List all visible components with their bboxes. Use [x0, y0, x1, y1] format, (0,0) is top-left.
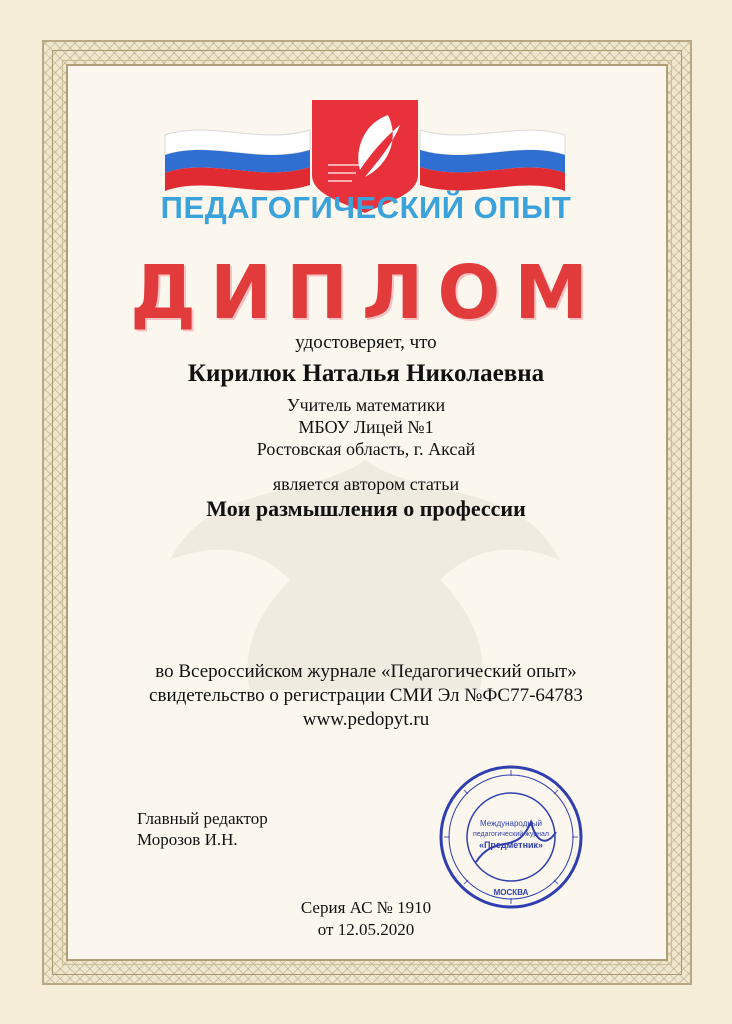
diploma-title: ДИПЛОМ — [130, 250, 602, 336]
recipient-school: МБОУ Лицей №1 — [298, 417, 434, 437]
website-link[interactable]: www.pedopyt.ru — [302, 709, 430, 730]
series-number: Серия АС № 1910 — [300, 898, 432, 917]
recipient-location: Ростовская область, г. Аксай — [256, 439, 476, 459]
editor-block — [137, 808, 268, 850]
author-of-text: является автором статьи — [272, 474, 460, 494]
article-title: Мои размышления о профессии — [206, 496, 526, 521]
editor-name: Морозов И.Н. — [137, 830, 238, 849]
recipient-name: Кирилюк Наталья Николаевна — [187, 360, 545, 387]
stamp-text-1: Международный — [479, 819, 543, 828]
recipient-position: Учитель математики — [286, 395, 446, 415]
stamp-text-3: «Предметник» — [478, 840, 544, 850]
stamp-text-2: педагогический журнал — [472, 831, 550, 838]
registration-line: свидетельство о регистрации СМИ Эл №ФС77-64783 — [149, 685, 583, 706]
stamp-city: МОСКВА — [493, 888, 529, 897]
editor-title: Главный редактор — [137, 809, 268, 828]
certifies-text: удостоверяет, что — [295, 332, 437, 353]
issue-date: от 12.05.2020 — [317, 920, 415, 939]
publication-line: во Всероссийском журнале «Педагогический опыт» — [155, 661, 577, 682]
journal-title: ПЕДАГОГИЧЕСКИЙ ОПЫТ — [160, 190, 572, 225]
round-stamp-icon — [436, 762, 586, 912]
